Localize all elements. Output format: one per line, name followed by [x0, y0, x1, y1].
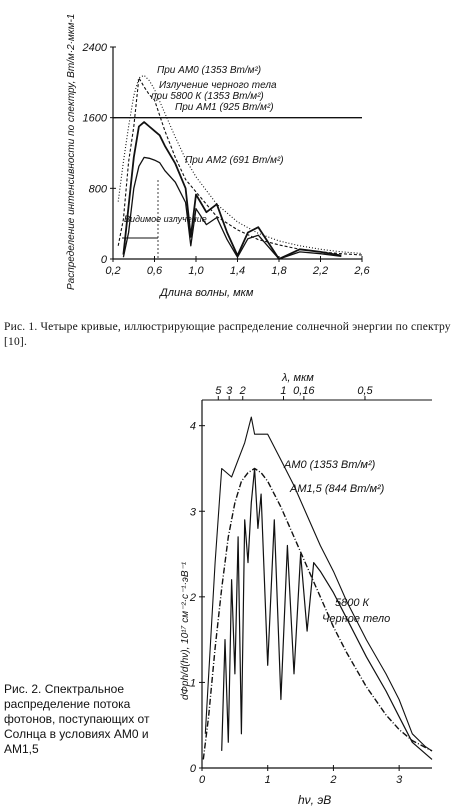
series-line-5800к — [203, 469, 432, 760]
x2-tick-label: 1 — [280, 385, 287, 397]
x2-tick-label: 2 — [239, 385, 246, 397]
chart1-x-label: Длина волны, мкм — [160, 287, 254, 299]
x-tick-label: 0,2 — [105, 265, 121, 277]
chart2-annotation-bb2: Черное тело — [322, 613, 391, 625]
x-tick-label: 1,0 — [188, 265, 204, 277]
x-tick-label: 1,8 — [271, 265, 287, 277]
y-tick-label: 800 — [88, 183, 107, 196]
y-tick-label: 0 — [100, 254, 107, 266]
y-tick-label: 2400 — [82, 42, 107, 54]
y-tick-label: 2 — [189, 591, 196, 604]
x-tick-label: 1 — [264, 774, 271, 786]
chart1-annotation-bb2: при 5800 К (1353 Вт/м²) — [151, 91, 264, 102]
series-line-ам1 — [123, 122, 341, 259]
chart1-annotation-am1: При АМ1 (925 Вт/м²) — [175, 102, 274, 113]
y-tick-label: 0 — [189, 763, 196, 775]
x-tick-label: 3 — [396, 774, 403, 786]
x-tick-label: 2 — [330, 774, 337, 786]
y-tick-label: 1 — [189, 677, 196, 690]
chart1-annotation-am2: При АМ2 (691 Вт/м²) — [185, 155, 284, 166]
x2-tick-label: 0,16 — [293, 385, 315, 397]
x-tick-label: 0 — [198, 774, 206, 786]
x-tick-label: 2,6 — [354, 265, 370, 277]
x2-tick-label: 0,5 — [357, 385, 373, 397]
chart2-x-label: hν, эВ — [298, 793, 332, 807]
x-tick-label: 0,6 — [146, 265, 163, 277]
x-tick-label: 2,2 — [312, 265, 329, 277]
chart2-annotation-am0: АМ0 (1353 Вт/м²) — [284, 459, 376, 471]
y-tick-label: 3 — [189, 506, 196, 519]
chart1-annotation-am0: При АМ0 (1353 Вт/м²) — [157, 65, 262, 76]
x2-tick-label: 3 — [226, 385, 233, 397]
chart1-annotation-visible: Видимое излучение — [124, 214, 207, 224]
chart1-annotation-bb1: Излучение черного тела — [159, 80, 277, 91]
chart2-x2-label: λ, мкм — [282, 372, 314, 384]
chart1-axes — [113, 47, 362, 259]
figure-1-caption: Рис. 1. Четыре кривые, иллюстрирующие распределение солнечной энергии по спектру [10]. — [4, 321, 451, 348]
chart2-ticks — [189, 385, 403, 786]
y-tick-label: 1600 — [82, 112, 107, 125]
chart2-annotation-am15: АМ1,5 (844 Вт/м²) — [290, 483, 385, 495]
chart2-y-label: dΦph/d(hν), 10¹⁷ см⁻²·с⁻¹·эВ⁻¹ — [180, 561, 191, 700]
x2-tick-label: 5 — [215, 385, 222, 397]
y-tick-label: 4 — [189, 420, 196, 433]
chart2-annotation-bb1: 5800 К — [335, 597, 370, 609]
chart1-y-label: Распределение интенсивности по спектру, Вт/м·2·мкм-1 — [66, 13, 77, 290]
x-tick-label: 1,4 — [229, 265, 246, 277]
figure-2-caption: Рис. 2. Спектральное распределение потока фотонов, поступающих от Солнца в условиях АМ0 и АМ1,5 — [4, 682, 150, 756]
